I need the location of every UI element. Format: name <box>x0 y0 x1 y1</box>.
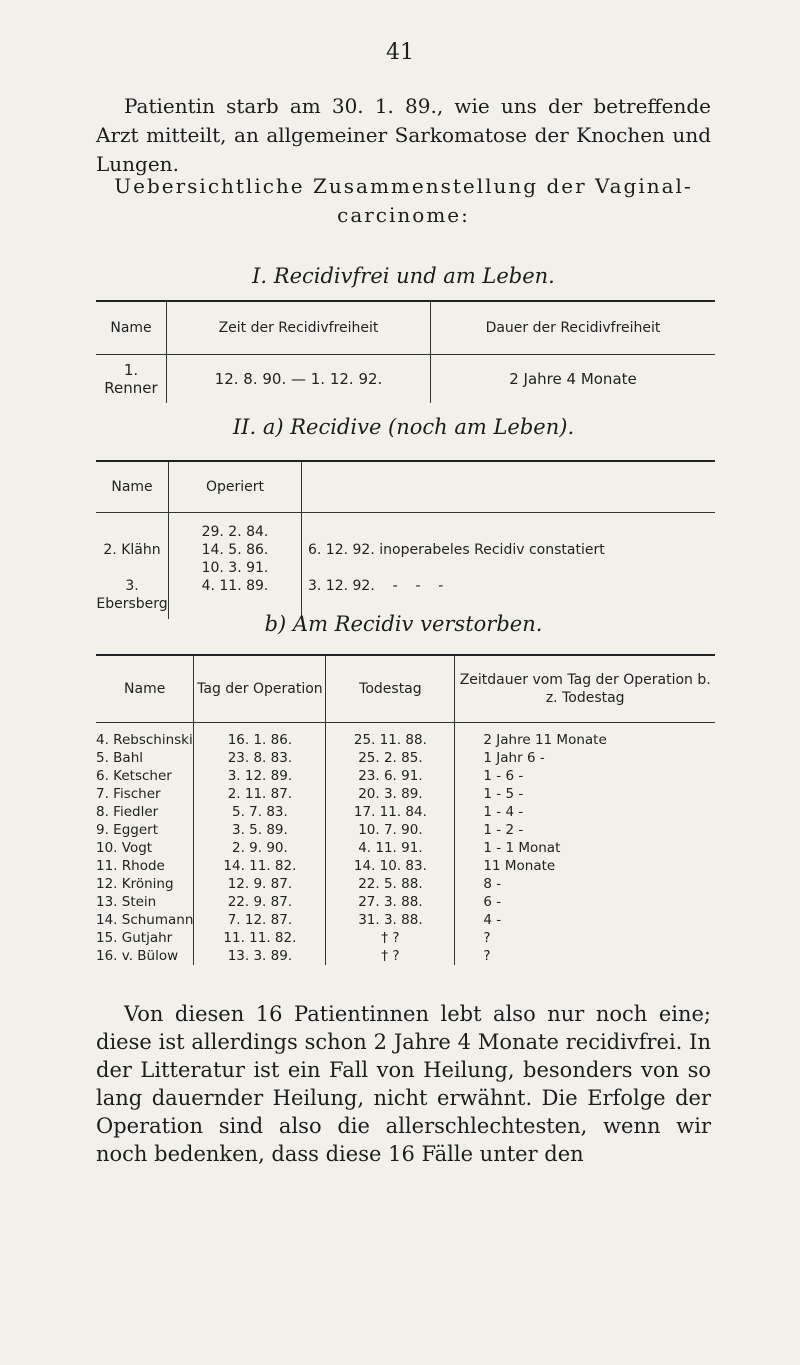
cell-operation: 13. 3. 89. <box>194 947 326 965</box>
cell-operation: 3. 5. 89. <box>194 821 326 839</box>
cell-operation: 2. 11. 87. <box>194 785 326 803</box>
cell-name: 10. Vogt <box>96 840 153 856</box>
cell-zeitdauer: 1 - 2 - <box>483 822 524 838</box>
name-ebersberg: 3. Ebersberg <box>96 578 168 612</box>
cell-operation: 3. 12. 89. <box>194 767 326 785</box>
cell-todestag: 27. 3. 88. <box>326 893 455 911</box>
col-name: Name <box>124 681 166 697</box>
col-todestag: Todestag <box>326 655 455 723</box>
table-row <box>96 785 715 803</box>
cell-todestag: 4. 11. 91. <box>326 839 455 857</box>
cell-todestag: 14. 10. 83. <box>326 857 455 875</box>
cell-name: 14. Schumann <box>96 912 194 928</box>
cell-todestag: 20. 3. 89. <box>326 785 455 803</box>
cell-name: 5. Bahl <box>96 750 144 766</box>
cell-zeitdauer: 1 - 6 - <box>483 768 524 784</box>
cell-name: 12. Kröning <box>96 876 174 892</box>
cell-operiert <box>169 513 302 620</box>
cell-operation: 23. 8. 83. <box>194 749 326 767</box>
col-name: Name <box>110 320 152 336</box>
cell-todestag: † ? <box>326 947 455 965</box>
cell-name: 16. v. Bülow <box>96 948 179 964</box>
cell-name: 4. Rebschinski <box>96 732 193 748</box>
cell-name: 15. Gutjahr <box>96 930 173 946</box>
table-row <box>96 723 715 750</box>
table-row <box>96 857 715 875</box>
cell-operation: 11. 11. 82. <box>194 929 326 947</box>
cell-operation: 2. 9. 90. <box>194 839 326 857</box>
cell-names <box>96 513 169 620</box>
col-note <box>302 461 716 513</box>
table-row <box>96 875 715 893</box>
table-row <box>96 911 715 929</box>
cell-name: 6. Ketscher <box>96 768 172 784</box>
table-row <box>96 803 715 821</box>
cell-todestag: 25. 2. 85. <box>326 749 455 767</box>
cell-dauer: 2 Jahre 4 Monate <box>509 370 637 388</box>
cell-zeitdauer: 6 - <box>483 894 502 910</box>
cell-zeitdauer: 11 Monate <box>483 858 556 874</box>
op-date: 10. 3. 91. <box>201 560 269 576</box>
cell-operation: 5. 7. 83. <box>194 803 326 821</box>
table-row <box>96 929 715 947</box>
cell-zeitdauer: 1 - 4 - <box>483 804 524 820</box>
op-date: 14. 5. 86. <box>201 542 269 558</box>
col-operiert: Operiert <box>169 461 302 513</box>
section2b-title: b) Am Recidiv verstorben. <box>264 612 543 636</box>
cell-todestag: † ? <box>326 929 455 947</box>
col-dauer: Dauer der Recidivfreiheit <box>485 320 661 336</box>
cell-name: 9. Eggert <box>96 822 158 838</box>
table-row <box>96 893 715 911</box>
cell-operation: 22. 9. 87. <box>194 893 326 911</box>
col-zeit: Zeit der Recidivfreiheit <box>167 301 431 355</box>
col-name: Name <box>111 479 153 495</box>
op-date: 29. 2. 84. <box>201 524 269 540</box>
cell-zeitdauer: 2 Jahre 11 Monate <box>483 732 607 748</box>
cell-notes <box>302 513 716 620</box>
cell-operation: 7. 12. 87. <box>194 911 326 929</box>
table-recidive-leben <box>96 460 715 619</box>
cell-operation: 14. 11. 82. <box>194 857 326 875</box>
section2a-title: II. a) Recidive (noch am Leben). <box>232 415 575 439</box>
cell-name: 1. Renner <box>104 361 158 397</box>
table-row <box>96 839 715 857</box>
closing-paragraph <box>96 1000 711 1168</box>
cell-zeitdauer: 1 - 1 Monat <box>483 840 561 856</box>
cell-operation: 16. 1. 86. <box>194 723 326 750</box>
table-row <box>96 749 715 767</box>
table-recidivfrei <box>96 300 715 403</box>
cell-operation: 12. 9. 87. <box>194 875 326 893</box>
cell-zeitdauer: 8 - <box>483 876 502 892</box>
cell-name: 7. Fischer <box>96 786 161 802</box>
cell-todestag: 10. 7. 90. <box>326 821 455 839</box>
cell-zeit: 12. 8. 90. — 1. 12. 92. <box>167 355 431 404</box>
op-date: 4. 11. 89. <box>201 578 269 594</box>
cell-name: 13. Stein <box>96 894 157 910</box>
cell-zeitdauer: 1 Jahr 6 - <box>483 750 545 766</box>
cell-zeitdauer: ? <box>483 930 491 946</box>
cell-todestag: 17. 11. 84. <box>326 803 455 821</box>
cell-name: 8. Fiedler <box>96 804 159 820</box>
table-row <box>96 513 715 620</box>
cell-todestag: 22. 5. 88. <box>326 875 455 893</box>
cell-todestag: 23. 6. 91. <box>326 767 455 785</box>
cell-zeitdauer: 1 - 5 - <box>483 786 524 802</box>
cell-name: 11. Rhode <box>96 858 165 874</box>
intro-text: Patientin starb am 30. 1. 89., wie uns der betreffende Arzt mitteilt, an allgemeiner Sarkomatose der Knochen und Lungen. <box>96 94 711 176</box>
closing-text: Von diesen 16 Patientinnen lebt also nur noch eine; diese ist allerdings schon 2 Jahre 4 Monate recidivfrei. In der Litteratur ist ein Fall von Heilung, besonders von so lang dauernder Heilung, nicht erwähnt. Die Erfolge der Operation sind also die allerschlechtesten, wenn wir noch bedenken, dass diese 16 Fälle unter den <box>96 1002 711 1166</box>
name-klaehn: 2. Klähn <box>103 542 161 558</box>
cell-todestag: 31. 3. 88. <box>326 911 455 929</box>
intro-paragraph <box>96 92 711 179</box>
cell-zeitdauer: ? <box>483 948 491 964</box>
table-verstorben <box>96 654 715 965</box>
table-row <box>96 355 715 404</box>
note-klaehn: 6. 12. 92. inoperabeles Recidiv constatiert <box>308 542 605 558</box>
page-number: 41 <box>386 40 414 65</box>
table-row <box>96 767 715 785</box>
section1-title: I. Recidivfrei und am Leben. <box>252 264 555 288</box>
note-ebersberg: 3. 12. 92. - - - <box>308 578 444 594</box>
cell-zeitdauer: 4 - <box>483 912 502 928</box>
cell-todestag: 25. 11. 88. <box>326 723 455 750</box>
table-row <box>96 947 715 965</box>
col-operation: Tag der Operation <box>194 655 326 723</box>
table-row <box>96 821 715 839</box>
col-zeitdauer: Zeitdauer vom Tag der Operation b. z. Todestag <box>459 672 711 706</box>
section-heading: Uebersichtliche Zusammenstellung der Vaginal-carcinome: <box>114 174 693 227</box>
